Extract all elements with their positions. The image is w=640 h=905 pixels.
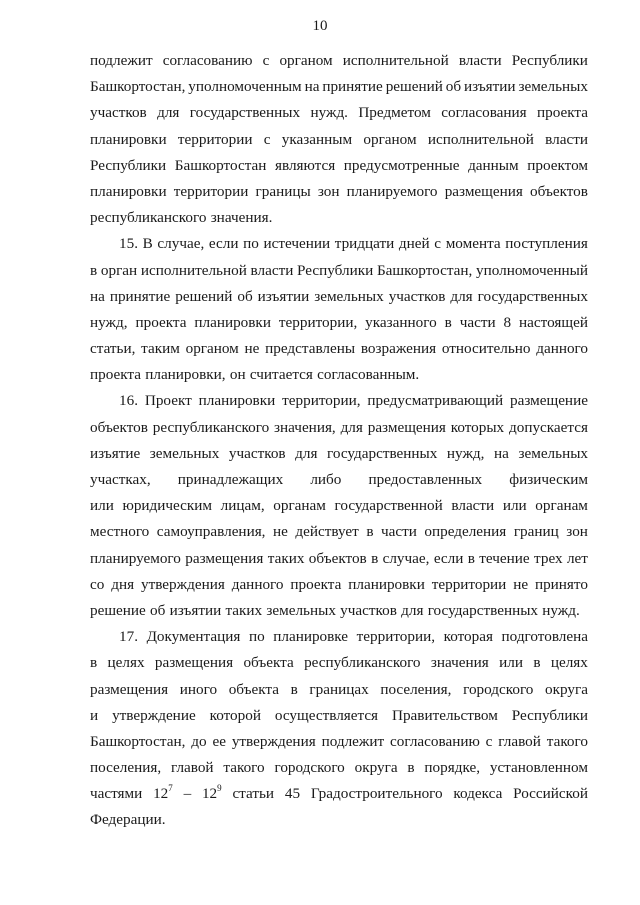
text-line: планировки территории границы зон планируемого размещения объектов: [90, 182, 588, 200]
text-line: поселения, главой такого городского округа в порядке, установленном: [90, 759, 588, 777]
text-line: статьи, таким органом не представлены возражения относительно данного: [90, 340, 588, 358]
text-line: участков для государственных нужд. Предметом согласования проекта: [90, 104, 588, 122]
text-line: местного самоуправления, не действует в части определения границ зон: [90, 523, 588, 541]
text-line: 16. Проект планировки территории, предусматривающий размещение: [119, 392, 588, 410]
text-line: в целях размещения объекта республиканского значения или в целях: [90, 654, 588, 672]
text-line: нужд, проекта планировки территории, указанного в части 8 настоящей: [90, 313, 588, 331]
paragraph: [90, 388, 588, 624]
text-line: участках, принадлежащих либо предоставленных физическим: [90, 471, 588, 488]
text-line: и утверждение которой осуществляется Правительством Республики: [90, 706, 588, 724]
text-line: подлежит согласованию с органом исполнительной власти Республики: [90, 52, 588, 69]
paragraph: [90, 624, 588, 834]
text-line: Башкортостан, до ее утверждения подлежит согласованию с главой такого: [90, 732, 588, 750]
text-line: изъятие земельных участков для государственных нужд, на земельных: [90, 444, 588, 462]
paragraph: [90, 48, 588, 231]
text-line: на принятие решений об изъятии земельных участков для государственных: [90, 287, 588, 305]
text-line: 15. В случае, если по истечении тридцати дней с момента поступления: [119, 235, 588, 253]
text-line: Башкортостан, уполномоченным на принятие решений об изъятии земельных: [90, 78, 588, 96]
text-line: решение об изъятии таких земельных участков для государственных нужд.: [90, 601, 580, 619]
text-line: размещения иного объекта в границах поселения, городского округа: [90, 680, 588, 698]
page-number: 10: [312, 18, 328, 34]
text-line: Федерации.: [90, 811, 166, 829]
text-line: объектов республиканского значения, для размещения которых допускается: [90, 418, 588, 436]
text-line: в орган исполнительной власти Республики Башкортостан, уполномоченный: [90, 261, 588, 279]
text-line: планируемого размещения таких объектов в случае, если в течение трех лет: [90, 549, 588, 567]
text-line: со дня утверждения данного проекта планировки территории не принято: [90, 575, 588, 593]
text-line: частями $12^7$ – $12^9$ статьи 45 Градостроительного кодекса Российской: [90, 783, 588, 803]
text-line: или юридическим лицам, органам государственной власти или органам: [90, 497, 588, 515]
text-line: проекта планировки, он считается согласованным.: [90, 366, 420, 384]
text-line: 17. Документация по планировке территории, которая подготовлена: [119, 628, 588, 646]
text-line: планировки территории с указанным органом исполнительной власти: [90, 130, 588, 148]
paragraph: [90, 231, 588, 388]
document-body: [90, 48, 588, 834]
text-line: республиканского значения.: [90, 209, 273, 227]
text-line: Республики Башкортостан являются предусмотренные данным проектом: [90, 156, 588, 174]
